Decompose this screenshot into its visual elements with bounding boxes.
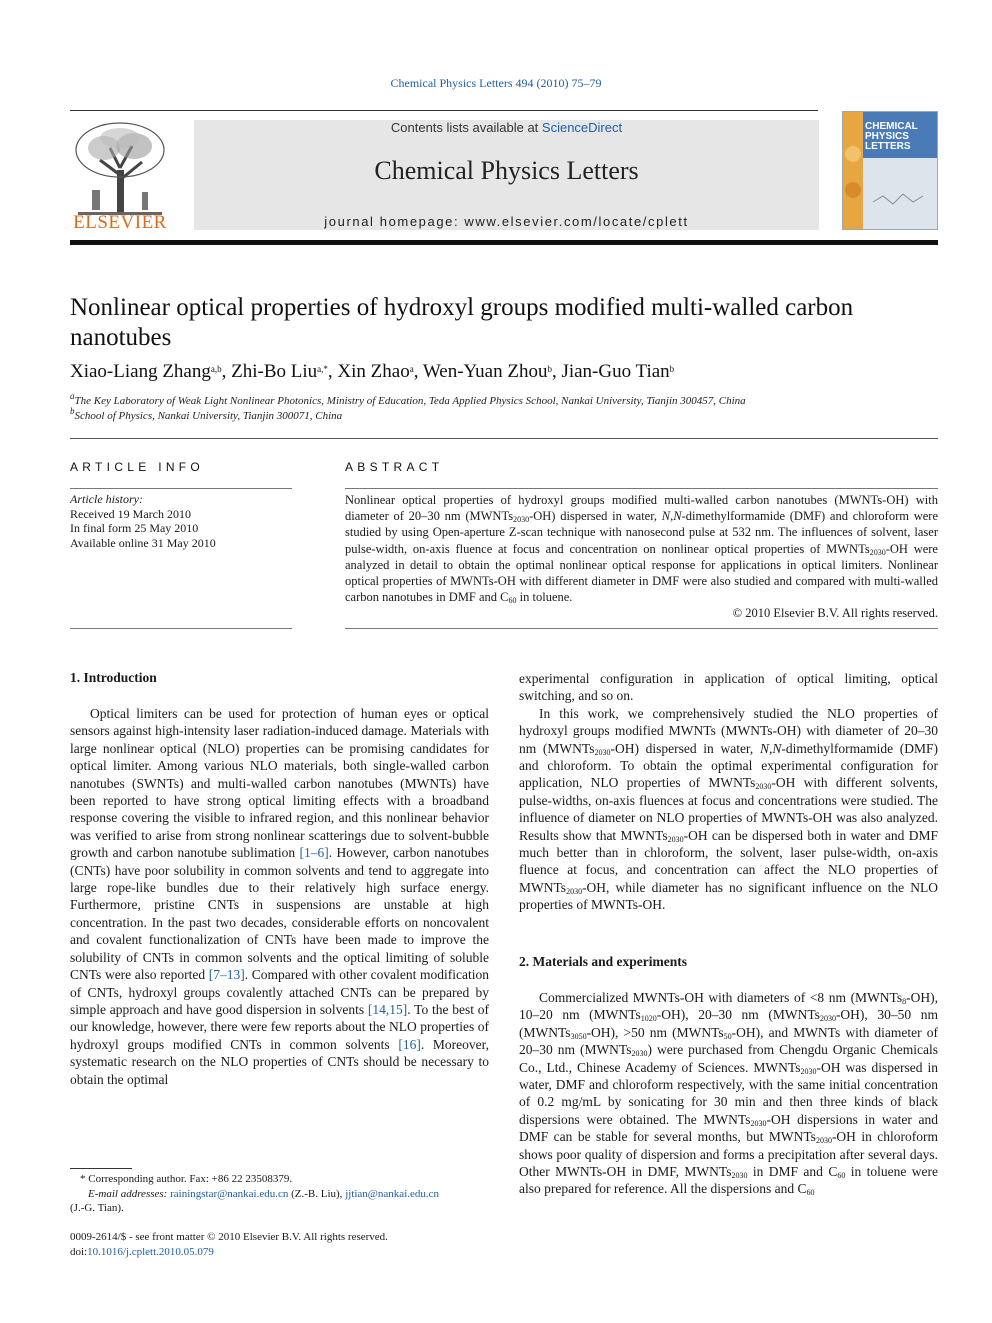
article-history — [70, 492, 292, 550]
footnote-rule — [70, 1168, 132, 1169]
materials-text: Commercialized MWNTs-OH with diameters of <8 nm (MWNTs$_8$-OH), 10–20 nm (MWNTs$_{1020}$-OH), 20–30 nm (MWNTs$_{2030}$-OH), 30–50 nm (MWNTs$_{3050}$-OH), >50 nm (MWNTs$_{50}$-OH), and MWNTs with diameter of 20–30 nm (MWNTs$_{2030}$) were purchased from Chengdu Organic Chemicals Co., Ltd., Chinese Academy of Sciences. MWNTs$_{2030}$-OH was dispersed in water, DMF and chloroform respectively, with the same initial concentration of 0.2 mg/mL by sonicating for 30 min and then three kinds of black dispersions were obtained. The MWNTs$_{2030}$-OH dispersions in water and DMF can be stable for several months, but MWNTs$_{2030}$-OH in chloroform shows poor quality of dispersion and forms a precipitation after several days. Other MWNTs-OH in DMF, MWNTs$_{2030}$ in DMF and $C_{60}$ in toluene were also prepared for reference. All the dispersions and $C_{60}$ — [519, 990, 939, 1198]
header-top-rule — [70, 110, 818, 111]
cover-title: CHEMICAL PHYSICS LETTERS — [865, 121, 918, 152]
email-link[interactable]: jjtian@nankai.edu.cn — [345, 1187, 440, 1200]
email-owner: (J.-G. Tian). — [70, 1202, 124, 1214]
corresponding-author-note: * Corresponding author. Fax: +86 22 23508379. — [80, 1173, 293, 1185]
introduction-text: Optical limiters can be used for protection of human eyes or optical sensors against high-intensity laser radiation-induced damage. Materials with large nonlinear optical (NLO) properties can be promising candidates for optical limiter. Among various NLO materials, both single-walled carbon nanotubes (SWNTs) and multi-walled carbon nanotubes (MWNTs) have been reported to have strong optical limiting effects with a broadband response covering the visible to infrared region, and this nonlinear behavior was verified to arise from strong nonlinear scatterings due to solvent-bubble growth and carbon nanotube sublimation [1–6]. However, carbon nanotubes (CNTs) have poor solubility in common solvents and tend to aggregate into large rope-like bundles due to their relatively high surface energy. Furthermore, pristine CNTs in suspensions are unstable at high concentration. In the past two decades, considerable efforts on noncovalent and covalent functionalization of CNTs have been made to improve the solubility of CNTs in common solvents and the optical limiting of soluble CNTs were also reported [7–13]. Compared with other covalent modification of CNTs, hydroxyl groups covalently attached CNTs can be prepared by simple approach and have good dispersion in solvents [14,15]. To the best of our knowledge, however, there were few reports about the NLO properties of hydroxyl groups modified CNTs in common solvents [16]. Moreover, systematic research on the NLO properties of CNTs should be necessary to obtain the optimal — [70, 706, 490, 1087]
elsevier-logo — [70, 120, 170, 232]
abstract-rule — [345, 488, 938, 489]
journal-homepage[interactable]: journal homepage: www.elsevier.com/locate/cplett — [324, 214, 689, 229]
page-footer — [70, 1230, 489, 1259]
doi-line: doi:10.1016/j.cplett.2010.05.079 — [70, 1245, 214, 1258]
citation-link[interactable]: [7–13] — [208, 967, 245, 983]
article-title: Nonlinear optical properties of hydroxyl groups modified multi-walled carbon nanotubes — [70, 294, 854, 351]
affiliation-b: $^b$School of Physics, Nankai University, Tianjin 300071, China — [70, 406, 343, 422]
email-link[interactable]: rainingstar@nankai.edu.cn — [170, 1187, 289, 1200]
citation-link[interactable]: [1–6] — [299, 845, 329, 861]
author-name: Wen-Yuan Zhou — [422, 361, 548, 382]
article-info-heading: ARTICLE INFO — [70, 460, 205, 474]
contents-prefix: Contents lists available at — [390, 120, 542, 135]
introduction-heading: 1. Introduction — [70, 670, 157, 685]
author-name: Jian-Guo Tian — [561, 361, 670, 382]
article-info-rule — [70, 488, 292, 489]
author-list: Xiao-Liang Zhang$^{a,b}$, Zhi-Bo Liu$^{a,*}$, Xin Zhao$^a$, Wen-Yuan Zhou$^b$, Jian-Guo Tian$^b$ — [70, 361, 675, 382]
abstract-heading: ABSTRACT — [345, 460, 444, 474]
author-name: Zhi-Bo Liu — [231, 361, 318, 382]
final-form-date: In final form 25 May 2010 — [70, 521, 199, 535]
journal-cover — [842, 111, 938, 230]
received-date: Received 19 March 2010 — [70, 506, 191, 521]
title-divider — [70, 438, 938, 439]
journal-title: Chemical Physics Letters — [374, 156, 639, 185]
header-bottom-rule — [70, 240, 938, 245]
author-affiliation-mark[interactable]: a,* — [317, 364, 328, 374]
author-affiliation-mark[interactable]: a,b — [210, 364, 222, 374]
issn-line: 0009-2614/$ - see front matter © 2010 Elsevier B.V. All rights reserved. — [70, 1231, 388, 1243]
abstract-copyright: © 2010 Elsevier B.V. All rights reserved. — [732, 606, 938, 621]
author-name: Xiao-Liang Zhang — [70, 361, 211, 382]
abstract-text: Nonlinear optical properties of hydroxyl groups modified multi-walled carbon nanotubes (MWNTs-OH) with diameter of 20–30 nm (MWNTs$_{2030}$-OH) dispersed in water, N,N-dimethylformamide (DMF) and chloroform were studied by using Open-aperture Z-scan technique with nanosecond pulse at 532 nm. The influences of solvent, laser pulse-width, on-axis fluence at focus and concentration on nonlinear optical properties of MWNTs$_{2030}$-OH were analyzed in detail to obtain the optimal nonlinear optical response for applications in optical limiters. Nonlinear optical properties of MWNTs-OH with different diameter in DMF were also studied and compared with multi-walled carbon nanotubes in DMF and $C_{60}$ in toluene. © 2010 Elsevier B.V. All rights reserved. — [345, 493, 938, 621]
online-date: Available online 31 May 2010 — [70, 535, 216, 550]
author-name: Xin Zhao — [337, 361, 410, 382]
doi-link[interactable]: 10.1016/j.cplett.2010.05.079 — [87, 1245, 214, 1258]
history-label: Article history: — [70, 492, 143, 506]
article-info-rule-bottom — [70, 628, 292, 629]
footnote — [70, 1172, 489, 1216]
affiliation-a: $^a$The Key Laboratory of Weak Light Nonlinear Photonics, Ministry of Education, Teda Applied Physics School, Nankai University, Tianjin 300457, China — [70, 391, 746, 407]
publisher-name: ELSEVIER — [73, 212, 167, 233]
sciencedirect-link[interactable]: ScienceDirect — [541, 120, 623, 135]
introduction-continued: experimental configuration in application of optical limiting, optical switching, and so on. In this work, we comprehensively studied the NLO properties of hydroxyl groups modified MWNTs (MWNTs-OH) with diameter of 20–30 nm (MWNTs$_{2030}$-OH) dispersed in water, N,N-dimethylformamide (DMF) and chloroform. To obtain the optimal experimental configuration for application, NLO properties of MWNTs$_{2030}$-OH with different solvents, pulse-widths, on-axis fluences at focus and concentrations were studied. The influence of diameter on NLO properties of MWNTs-OH was also analyzed. Results show that MWNTs$_{2030}$-OH can be dispersed both in water and DMF much better than in chloroform, the solvent, laser pulse-width, on-axis fluence at focus, and concentration can affect the NLO properties of MWNTs$_{2030}$-OH, while diameter has no significant influence on the NLO properties of MWNTs-OH. — [519, 671, 938, 913]
contents-line — [194, 120, 819, 135]
citation-link[interactable]: [16] — [398, 1036, 421, 1052]
author-affiliation-mark[interactable]: a — [409, 364, 414, 374]
author-affiliation-mark[interactable]: b — [547, 364, 552, 374]
citation-link[interactable]: [14,15] — [367, 1001, 408, 1017]
journal-citation[interactable]: Chemical Physics Letters 494 (2010) 75–79 — [390, 76, 602, 90]
email-line: E-mail addresses: rainingstar@nankai.edu.cn (Z.-B. Liu), jjtian@nankai.edu.cn — [88, 1187, 440, 1200]
abstract-rule-bottom — [345, 628, 938, 629]
author-affiliation-mark[interactable]: b — [669, 364, 675, 374]
materials-heading: 2. Materials and experiments — [519, 954, 687, 969]
